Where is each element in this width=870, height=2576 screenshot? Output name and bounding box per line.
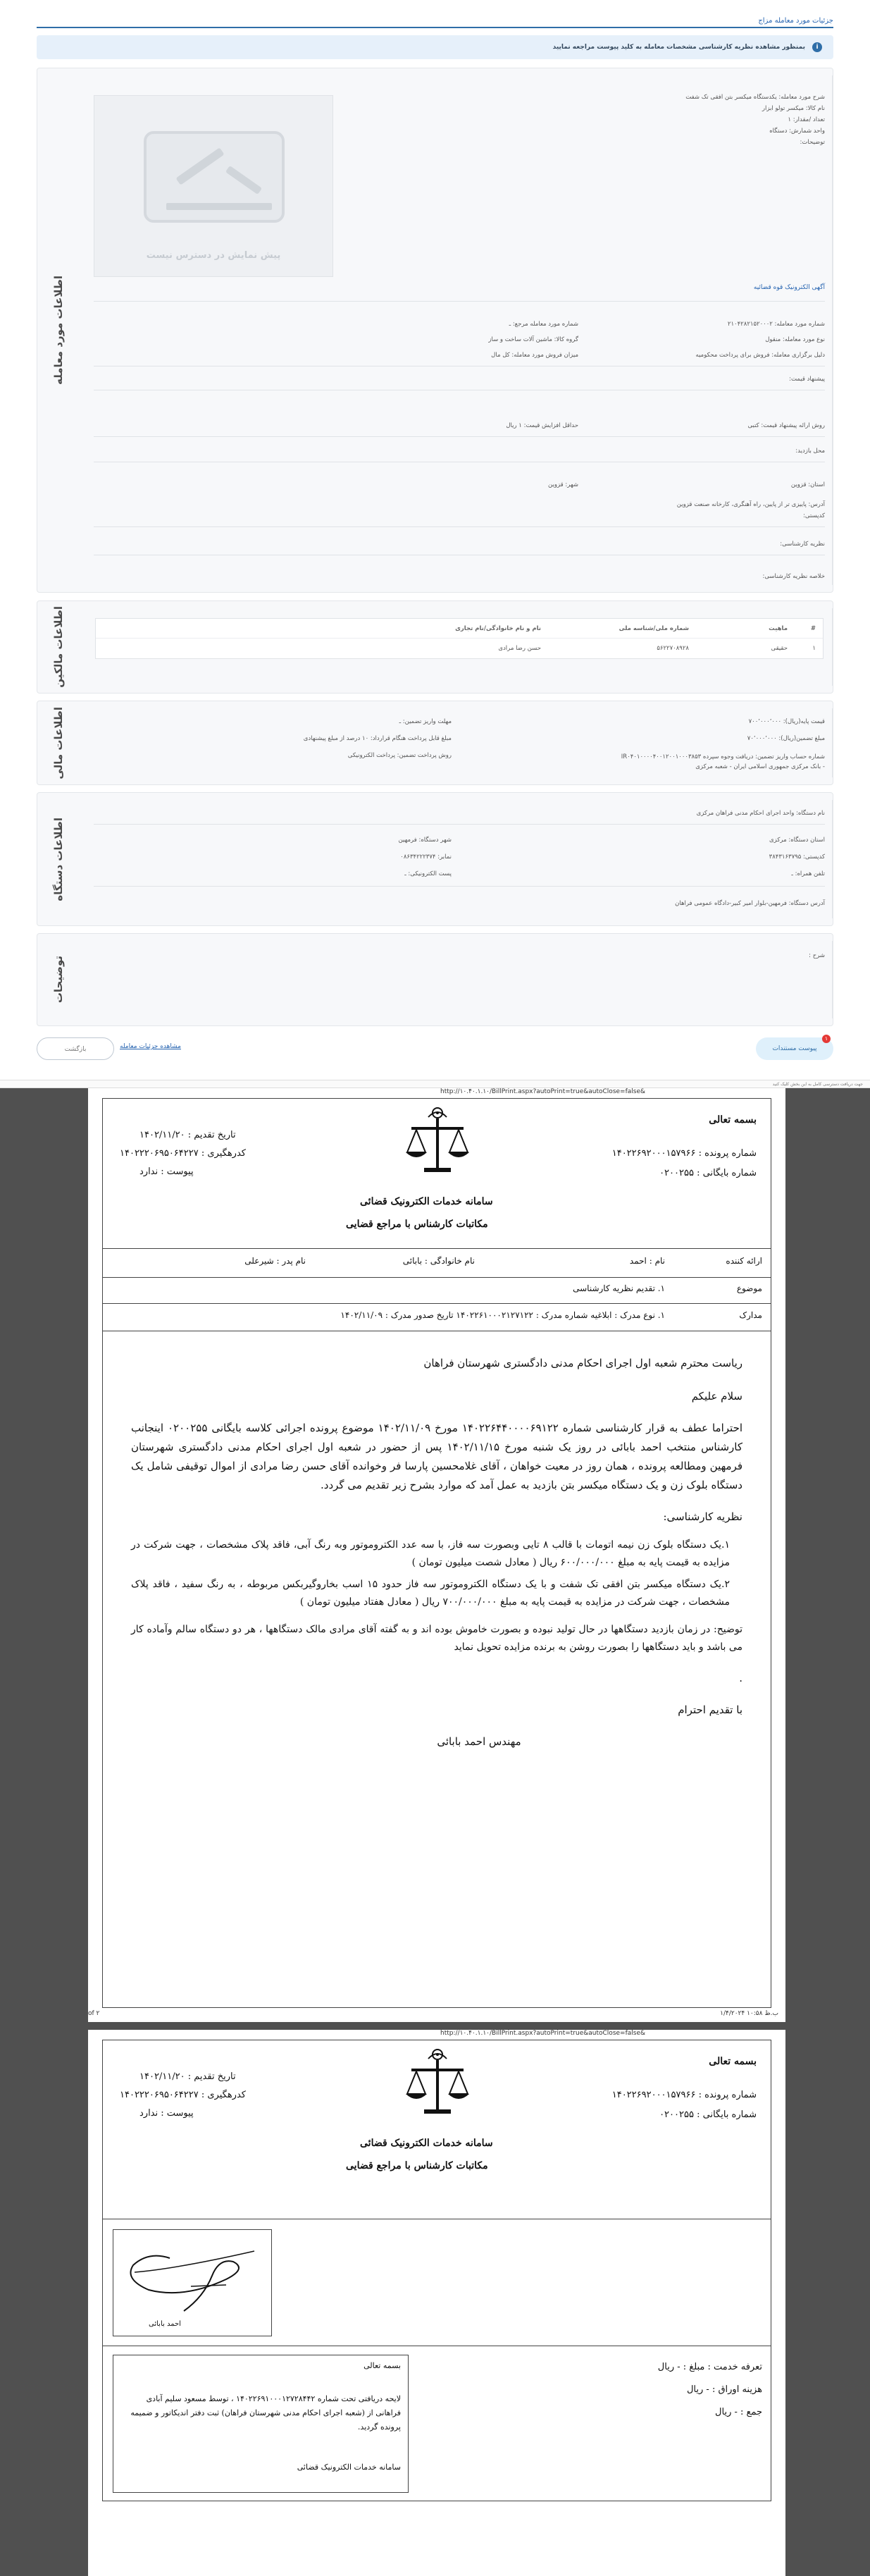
signer-name: احمد بابائی xyxy=(149,2320,181,2328)
service-fee: تعرفه خدمت : مبلغ : - ریال xyxy=(657,2362,762,2372)
basmala: بسمه تعالی xyxy=(709,2056,757,2067)
table-header: # ماهیت شماره ملی/شناسه ملی نام و نام خانوادگی/نام تجاری xyxy=(96,619,823,639)
documents: ۱. نوع مدرک : ابلاغیه شماره مدرک : ۱۴۰۲۲۶۱۰۰۰۲۱۲۷۱۲۲ تاریخ صدور مدرک : ۱۴۰۲/۱۱/۰۹ xyxy=(340,1310,665,1320)
submit-date: تاریخ تقدیم : ۱۴۰۲/۱۱/۲۰ xyxy=(139,2071,236,2082)
attachment-status: پیوست : ندارد xyxy=(139,1166,194,1177)
description-card xyxy=(37,933,833,1026)
receipt-org: سامانه خدمات الکترونیک قضائی xyxy=(297,2463,401,2472)
owners-table xyxy=(95,618,824,659)
letter-meta xyxy=(102,1278,771,1331)
receipt-basmala: بسمه تعالی xyxy=(363,2361,401,2370)
payment-method: روش پرداخت تضمین: پرداخت الکترونیکی xyxy=(347,752,452,759)
agency-fax: نمابر: ۰۸۶۳۴۲۲۲۳۷۴ xyxy=(400,853,452,861)
deal-number: شماره مورد معامله: ۲۱۰۴۲۸۲۱۵۲۰۰۰۲ xyxy=(727,321,825,328)
print-url: http://۱۰.۴۰.۱.۱۰/BillPrint.aspx?autoPrint=true&autoClose=false& xyxy=(440,1088,646,1095)
agency-phone: تلفن همراه: ـ xyxy=(791,870,825,877)
section-financial-title: اطلاعات مالی xyxy=(52,706,65,779)
info-icon: i xyxy=(812,42,822,52)
sale-percent: میزان فروش مورد معامله: کل مال xyxy=(491,352,578,359)
breadcrumb[interactable]: جزئیات مورد معامله مزاج xyxy=(758,17,833,25)
archive-number: شماره بایگانی : ۰۲۰۰۲۵۵ xyxy=(659,2109,757,2120)
back-button[interactable]: بازگشت xyxy=(37,1037,114,1060)
document-viewer[interactable] xyxy=(0,1088,870,2576)
addressee: ریاست محترم شعبه اول اجرای احکام مدنی دادگستری شهرستان فراهان xyxy=(423,1357,742,1369)
postal-code: کدپستی: xyxy=(803,512,825,519)
case-number: شماره پرونده : ۱۴۰۲۲۶۹۲۰۰۰۱۵۷۹۶۶ xyxy=(611,2090,757,2100)
min-increase: حداقل افزایش قیمت: ۱ ریال xyxy=(506,422,578,429)
agency-province: استان دستگاه: مرکزی xyxy=(769,837,825,844)
provider-label: ارائه کننده xyxy=(726,1256,762,1266)
case-number: شماره پرونده : ۱۴۰۲۲۶۹۲۰۰۰۱۵۷۹۶۶ xyxy=(611,1148,757,1159)
item-1: ۱.یک دستگاه بلوک زن نیمه اتومات با قالب ۸ تایی وبصورت سه فاز، با سه عدد الکتروموتور وبه رنگ آبی، فاقد پلاک مشخصات ، جهت شرکت در مزایده به قیمت پایه به مبلغ ۶۰۰/۰۰۰/۰۰۰ ریال ( معادل شصت میلیون تومان ) xyxy=(131,1539,730,1568)
agency-postal: کدپستی: ۳۸۴۳۱۶۳۷۹۵ xyxy=(769,853,825,861)
financial-card xyxy=(37,701,833,785)
deposit-deadline: مهلت واریز تضمین: ـ xyxy=(399,718,452,725)
page-count: of ۲ xyxy=(88,2010,100,2017)
deal-line: نام کالا: میکسر تولو ابزار xyxy=(762,105,825,112)
last-name: نام خانوادگی : بابائی xyxy=(402,1256,475,1266)
print-time: ۱/۴/۲۰۲۴ ۱۰:۵۸ ب.ظ xyxy=(720,2010,778,2017)
attachments-label: پیوست مستندات xyxy=(772,1045,817,1052)
deal-line: شرح مورد معامله: یکدستگاه میکسر بتن افقی تک شفت xyxy=(685,94,825,101)
base-price: قیمت پایه(ریال): ۷۰۰٬۰۰۰٬۰۰۰ xyxy=(748,718,825,725)
section-agency-title: اطلاعات دستگاه xyxy=(52,817,65,901)
expert-summary: خلاصه نظریه کارشناسی: xyxy=(762,573,825,580)
section-deal-title: اطلاعات مورد معامله xyxy=(52,276,65,385)
header-divider xyxy=(37,27,833,28)
org-name: سامانه خدمات الکترونیک قضائی xyxy=(360,2138,493,2149)
winner-payment: مبلغ قابل پرداخت هنگام قرارداد: ۱۰ درصد از مبلغ پیشنهادی xyxy=(303,735,452,742)
agency-address: آدرس دستگاه: فرمهین-بلوار امیر کبیر-دادگاه عمومی فراهان xyxy=(675,900,825,907)
print-page-2 xyxy=(88,2030,785,2576)
province: استان: قزوین xyxy=(790,481,825,488)
print-page-1 xyxy=(88,1088,785,2022)
deposit-amount: مبلغ تضمین(ریال): ۷۰٬۰۰۰٬۰۰۰ xyxy=(747,735,825,742)
receipt-text: لایحه دریافتی تحت شماره ۱۴۰۲۲۶۹۱۰۰۰۱۲۷۲۸۴۴۲ ، توسط مسعود سلیم آبادی فراهانی از (شعبه اجرای احکام مدنی شهرستان فراهان) ثبت دفتر اندیکاتور و ضمیمه پرونده گردید. xyxy=(130,2394,401,2432)
paragraph-intro: احتراما عطف به قرار کارشناسی شماره ۱۴۰۲۲۶۴۴۰۰۰۰۶۹۱۲۲ مورخ ۱۴۰۲/۱۱/۰۹ موضوع پرونده اجرائی کلاسه بایگانی ۰۲۰۰۲۵۵ اینجانب کارشناس منتخب احمد بابائی در روز یک شنبه مورخ ۱۴۰۲/۱۱/۱۵ پس از حضور در شعبه اول اجرای احکام مدنی دادگستری شهرستان فرمهین ومطالعه پرونده ، همان روز در معیت خواهان ، آقای غلامحسین پارسا فر وخوانده آقای حسن رضا مرادی از اموال توقیفی شامل یک دستگاه بلوک زن و یک دستگاه میکسر بتن بازدید به عمل آمد که موارد بشرح زیر تقدیم می گردد. xyxy=(131,1422,743,1491)
offer-method: روش ارائه پیشنهاد قیمت: کتبی xyxy=(747,422,825,429)
agency-card xyxy=(37,792,833,926)
first-name: نام : احمد xyxy=(629,1256,665,1266)
fee-box xyxy=(102,2346,771,2501)
justice-scale-icon xyxy=(399,2045,476,2129)
deposit-account: شماره حساب واریز تضمین: دریافت وجوه سپرده IR۰۴۰۱۰۰۰۰۴۰۰۱۲۰۰۱۰۰۰۳۸۵۳ - بانک مرکزی جمهوری اسلامی ایران - شعبه مرکزی xyxy=(621,753,825,770)
visit-place: محل بازدید: xyxy=(795,448,825,455)
item-2: ۲.یک دستگاه میکسر بتن افقی تک شفت و با یک دستگاه الکتروموتور سه فاز حدود ۱۵ اسب بخاروگیربکس مربوطه ، به رنگ سفید ، فاقد پلاک مشخصات ، جهت شرکت در مزایده به قیمت پایه به مبلغ ۷۰۰/۰۰۰/۰۰۰ ریال ( معادل هفتاد میلیون تومان ) xyxy=(131,1579,730,1608)
subject-label: موضوع xyxy=(736,1283,762,1293)
attachment-status: پیوست : ندارد xyxy=(139,2108,194,2119)
signature-cell xyxy=(113,2229,272,2336)
deal-line: واحد شمارش: دستگاه xyxy=(769,128,825,135)
deal-info-card xyxy=(37,68,833,593)
signature-box xyxy=(102,2219,771,2346)
deal-line: تعداد /مقدار: ۱ xyxy=(788,116,825,123)
agency-email: پست الکترونیکی: ـ xyxy=(404,870,452,877)
period: . xyxy=(739,1672,742,1684)
table-row: ۱ حقیقی ۵۶۲۲۷۰۸۹۲۸ حسن رضا مرادی xyxy=(498,645,816,652)
image-placeholder xyxy=(94,95,333,277)
archive-number: شماره بایگانی : ۰۲۰۰۲۵۵ xyxy=(659,1168,757,1178)
expert-opinion: نظریه کارشناسی: xyxy=(780,541,825,548)
regards: با تقدیم احترام xyxy=(678,1703,742,1716)
deal-type: نوع مورد معامله: منقول xyxy=(765,336,825,343)
info-strip xyxy=(0,1080,870,1088)
deal-line: توضیحات: xyxy=(800,139,825,146)
subject: ۱. تقدیم نظریه کارشناسی xyxy=(573,1283,665,1293)
signature-name: مهندس احمد بابائی xyxy=(437,1735,521,1748)
org-unit: مکاتبات کارشناس با مراجع قضایی xyxy=(346,2160,488,2171)
section-description-title: توضیحات xyxy=(52,956,65,1004)
receipt-cell xyxy=(113,2355,409,2493)
description-text: شرح : xyxy=(809,952,825,959)
letter-header-frame xyxy=(102,1098,771,1278)
goods-group: گروه کالا: ماشین آلات ساخت و ساز xyxy=(488,336,578,343)
tracking-code: کدرهگیری : ۱۴۰۲۲۲۰۶۹۵۰۶۴۲۲۷ xyxy=(120,2090,246,2100)
info-strip-text: جهت دریافت دسترسی کامل به این بخش کلیک کنید xyxy=(772,1082,863,1087)
notice-text: بمنظور مشاهده نظریه کارشناسی مشخصات معامله به کلید پیوست مراجعه نمایید xyxy=(552,44,805,51)
price-offer: پیشنهاد قیمت: xyxy=(789,376,825,383)
tracking-code: کدرهگیری : ۱۴۰۲۲۲۰۶۹۵۰۶۴۲۲۷ xyxy=(120,1148,246,1159)
view-details-link[interactable]: مشاهده جزئیات معامله xyxy=(120,1043,181,1050)
documents-label: مدارک xyxy=(739,1310,762,1320)
print-url: http://۱۰.۴۰.۱.۱۰/BillPrint.aspx?autoPrint=true&autoClose=false& xyxy=(440,2030,646,2037)
paper-fee: هزینه اوراق : - ریال xyxy=(686,2384,762,2395)
city: شهر: قزوین xyxy=(548,481,578,488)
greeting: سلام علیکم xyxy=(691,1390,742,1403)
address: آدرس: پاییزی تر از پایین، راه آهنگری، کارخانه صنعت قزوین xyxy=(676,501,825,508)
owners-card xyxy=(37,600,833,694)
agency-name: نام دستگاه: واحد اجرای احکام مدنی فراهان مرکزی xyxy=(696,810,825,817)
ref-number: شماره مورد معامله مرجع: ـ xyxy=(509,321,578,328)
agency-city: شهر دستگاه: فرمهین xyxy=(398,837,452,844)
org-unit: مکاتبات کارشناس با مراجع قضایی xyxy=(346,1219,488,1230)
handwritten-signature xyxy=(120,2237,261,2315)
father-name: نام پدر : شیرعلی xyxy=(244,1256,306,1266)
note: توضیح: در زمان بازدید دستگاهها در حال تولید نبوده و بصورت خاموش بوده اند و به گفته آقای مرادی مالک دستگاهها ، هر دو دستگاه سالم وآماده کار می باشد و باید دستگاهها را بصورت روشن به برنده مزایده تحویل نماید xyxy=(131,1624,742,1653)
image-caption: پیش نمایش در دسترس نیست xyxy=(146,250,281,261)
section-owners-title: اطلاعات مالکین xyxy=(52,606,65,688)
auction-link[interactable]: آگهی الکترونیک قوه قضائیه xyxy=(753,284,825,291)
letter-body xyxy=(102,1331,771,2008)
deal-reason: دلیل برگزاری معامله: فروش برای پرداخت محکومیه xyxy=(695,352,825,359)
opinion-heading: نظریه کارشناسی: xyxy=(663,1510,742,1523)
attachments-badge: ۱ xyxy=(822,1035,831,1043)
basmala: بسمه تعالی xyxy=(709,1114,757,1126)
action-bar xyxy=(37,1037,833,1063)
submit-date: تاریخ تقدیم : ۱۴۰۲/۱۱/۲۰ xyxy=(139,1130,236,1140)
justice-scale-icon xyxy=(399,1103,476,1188)
gavel-image-icon xyxy=(144,131,285,223)
letter-header-frame xyxy=(102,2040,771,2219)
notice-banner xyxy=(37,35,833,59)
total-fee: جمع : - ریال xyxy=(715,2407,762,2417)
attachments-button[interactable] xyxy=(756,1037,833,1060)
org-name: سامانه خدمات الکترونیک قضائی xyxy=(360,1196,493,1207)
